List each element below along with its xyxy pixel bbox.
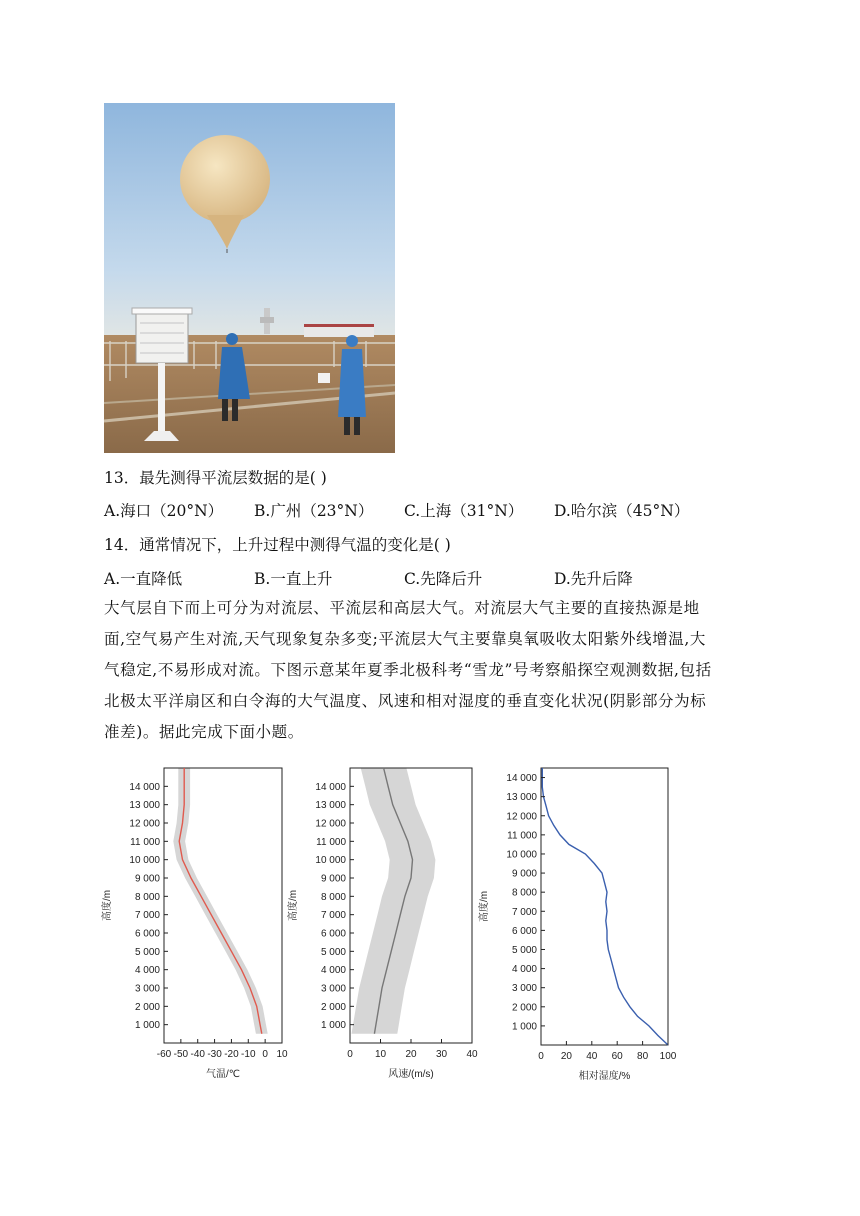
y-tick-label: 11 000 bbox=[507, 830, 537, 842]
y-tick-label: 2 000 bbox=[320, 1001, 346, 1013]
x-tick-label: 40 bbox=[466, 1049, 478, 1060]
y-tick-label: 3 000 bbox=[511, 983, 537, 995]
y-tick-label: 8 000 bbox=[511, 887, 537, 899]
y-tick-label: 3 000 bbox=[320, 983, 346, 995]
q13-option-a: A.海口（20°N） bbox=[104, 502, 224, 520]
y-axis-label: 高度/m bbox=[479, 890, 490, 923]
y-tick-label: 6 000 bbox=[134, 928, 160, 940]
y-tick-label: 10 000 bbox=[315, 855, 346, 867]
y-tick-label: 1 000 bbox=[320, 1020, 346, 1032]
y-tick-label: 9 000 bbox=[320, 873, 346, 885]
question-14-stem: 14．通常情况下，上升过程中测得气温的变化是( ) bbox=[104, 536, 451, 554]
y-tick-label: 7 000 bbox=[134, 910, 160, 922]
y-tick-label: 14 000 bbox=[506, 773, 537, 785]
y-tick-label: 11 000 bbox=[316, 836, 346, 848]
y-tick-label: 11 000 bbox=[130, 836, 160, 848]
y-tick-label: 12 000 bbox=[129, 818, 160, 830]
y-tick-label: 7 000 bbox=[320, 910, 346, 922]
x-tick-label: 20 bbox=[560, 1051, 572, 1062]
q14-option-a: A.一直降低 bbox=[104, 570, 183, 588]
x-tick-label: 30 bbox=[435, 1049, 448, 1060]
q14-option-b: B.一直上升 bbox=[254, 570, 333, 588]
q13-option-c: C.上海（31°N） bbox=[404, 502, 524, 520]
y-tick-label: 10 000 bbox=[506, 849, 537, 861]
x-tick-label: 0 bbox=[538, 1051, 544, 1062]
std-band bbox=[173, 768, 267, 1034]
plot-frame bbox=[541, 768, 668, 1045]
y-tick-label: 13 000 bbox=[129, 800, 160, 812]
wind-speed-profile-chart bbox=[288, 765, 492, 1085]
y-tick-label: 7 000 bbox=[511, 906, 537, 918]
x-tick-label: 0 bbox=[262, 1049, 268, 1060]
y-tick-label: 10 000 bbox=[129, 855, 160, 867]
y-tick-label: 6 000 bbox=[511, 925, 537, 937]
x-tick-label: -20 bbox=[224, 1049, 239, 1060]
passage-line-4: 北极太平洋扇区和白令海的大气温度、风速和相对湿度的垂直变化状况(阴影部分为标 bbox=[104, 692, 707, 710]
y-tick-label: 1 000 bbox=[511, 1021, 537, 1033]
q14-option-c: C.先降后升 bbox=[404, 570, 483, 588]
x-axis-label: 相对湿度/% bbox=[578, 1071, 631, 1082]
y-axis-label: 高度/m bbox=[102, 889, 113, 922]
q13-option-d: D.哈尔滨（45°N） bbox=[554, 502, 690, 520]
x-tick-label: 40 bbox=[586, 1051, 598, 1062]
x-tick-label: 100 bbox=[659, 1051, 677, 1062]
y-tick-label: 1 000 bbox=[134, 1020, 160, 1032]
x-tick-label: 10 bbox=[374, 1049, 387, 1060]
y-tick-label: 5 000 bbox=[320, 946, 346, 958]
y-tick-label: 9 000 bbox=[134, 873, 160, 885]
q13-option-b: B.广州（23°N） bbox=[254, 502, 374, 520]
passage-line-2: 面,空气易产生对流,天气现象复杂多变;平流层大气主要靠臭氧吸收太阳紫外线增温,大 bbox=[104, 630, 707, 648]
balloon-launch-photo bbox=[104, 103, 395, 453]
y-tick-label: 4 000 bbox=[511, 964, 537, 976]
x-tick-label: 0 bbox=[347, 1049, 353, 1060]
passage-line-1: 大气层自下而上可分为对流层、平流层和高层大气。对流层大气主要的直接热源是地 bbox=[104, 599, 700, 617]
y-tick-label: 12 000 bbox=[315, 818, 346, 830]
x-tick-label: -40 bbox=[190, 1049, 205, 1060]
passage-line-5: 准差)。据此完成下面小题。 bbox=[104, 723, 304, 741]
q14-option-d: D.先升后降 bbox=[554, 570, 633, 588]
y-tick-label: 14 000 bbox=[129, 781, 160, 793]
y-tick-label: 9 000 bbox=[511, 868, 537, 880]
x-tick-label: 60 bbox=[611, 1051, 623, 1062]
y-tick-label: 13 000 bbox=[506, 792, 537, 804]
series-line bbox=[542, 768, 668, 1045]
x-tick-label: -30 bbox=[207, 1049, 222, 1060]
humidity-profile-chart bbox=[479, 765, 684, 1085]
x-tick-label: 10 bbox=[276, 1049, 288, 1060]
y-tick-label: 5 000 bbox=[511, 944, 537, 956]
y-tick-label: 12 000 bbox=[506, 811, 537, 823]
y-tick-label: 13 000 bbox=[315, 800, 346, 812]
y-tick-label: 14 000 bbox=[315, 781, 346, 793]
y-tick-label: 4 000 bbox=[134, 965, 160, 977]
x-axis-label: 气温/℃ bbox=[205, 1069, 241, 1080]
passage bbox=[104, 593, 756, 748]
y-tick-label: 6 000 bbox=[320, 928, 346, 940]
x-tick-label: -50 bbox=[173, 1049, 189, 1060]
y-tick-label: 4 000 bbox=[320, 965, 346, 977]
y-tick-label: 3 000 bbox=[134, 983, 160, 995]
y-tick-label: 5 000 bbox=[134, 946, 160, 958]
x-tick-label: -60 bbox=[156, 1049, 172, 1060]
y-tick-label: 8 000 bbox=[134, 891, 160, 903]
y-axis-label: 高度/m bbox=[288, 889, 299, 922]
passage-line-3: 气稳定,不易形成对流。下图示意某年夏季北极科考“雪龙”号考察船探空观测数据,包括 bbox=[104, 661, 712, 679]
question-13-stem: 13．最先测得平流层数据的是( ) bbox=[104, 469, 327, 487]
x-axis-label: 风速/(m/s) bbox=[388, 1069, 434, 1080]
y-tick-label: 2 000 bbox=[134, 1001, 160, 1013]
x-tick-label: -10 bbox=[241, 1049, 256, 1060]
x-tick-label: 20 bbox=[405, 1049, 417, 1060]
y-tick-label: 2 000 bbox=[511, 1002, 537, 1014]
x-tick-label: 80 bbox=[637, 1051, 649, 1062]
temperature-profile-chart bbox=[100, 765, 300, 1085]
y-tick-label: 8 000 bbox=[320, 891, 346, 903]
